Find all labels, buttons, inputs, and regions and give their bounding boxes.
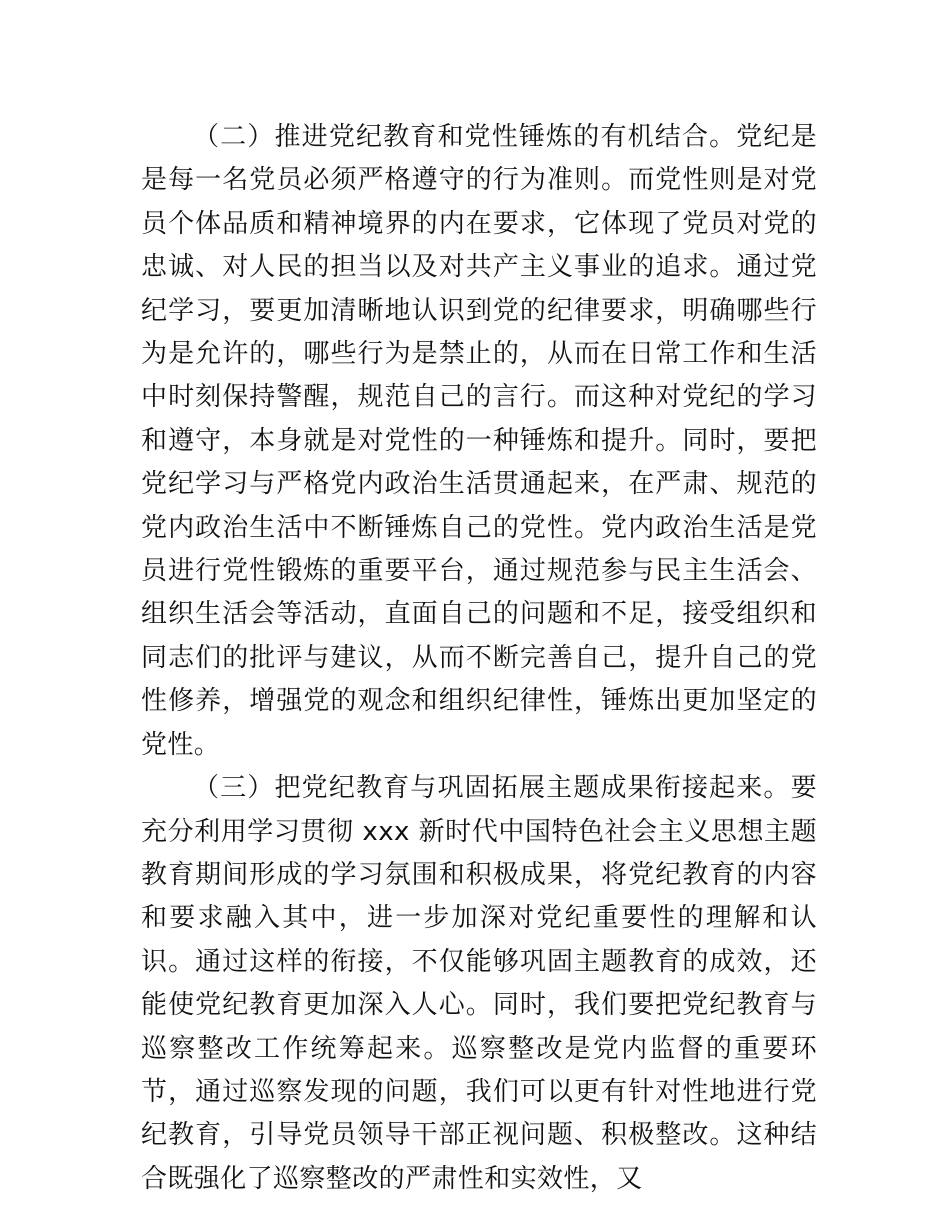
document-page — [141, 116, 817, 1201]
paragraph-section-two: （二）推进党纪教育和党性锤炼的有机结合。党纪是是每一名党员必须严格遵守的行为准则。而党性则是对党员个体品质和精神境界的内在要求，它体现了党员对党的忠诚、对人民的担当以及对共产主义事业的追求。通过党纪学习，要更加清晰地认识到党的纪律要求，明确哪些行为是允许的，哪些行为是禁止的，从而在日常工作和生活中时刻保持警醒，规范自己的言行。而这种对党纪的学习和遵守，本身就是对党性的一种锤炼和提升。同时，要把党纪学习与严格党内政治生活贯通起来，在严肃、规范的党内政治生活中不断锤炼自己的党性。党内政治生活是党员进行党性锻炼的重要平台，通过规范参与民主生活会、组织生活会等活动，直面自己的问题和不足，接受组织和同志们的批评与建议，从而不断完善自己，提升自己的党性修养，增强党的观念和组织纪律性，锤炼出更加坚定的党性。 — [141, 122, 817, 760]
paragraph-section-three: （三）把党纪教育与巩固拓展主题成果衔接起来。要充分利用学习贯彻 xxx 新时代中国特色社会主义思想主题教育期间形成的学习氛围和积极成果，将党纪教育的内容和要求融入其中，进一步加深对党纪重要性的理解和认识。通过这样的衔接，不仅能够巩固主题教育的成效，还能使党纪教育更加深入人心。同时，我们要把党纪教育与巡察整改工作统筹起来。巡察整改是党内监督的重要环节，通过巡察发现的问题，我们可以更有针对性地进行党纪教育，引导党员领导干部正视问题、积极整改。这种结合既强化了巡察整改的严肃性和实效性，又 — [141, 773, 817, 1194]
